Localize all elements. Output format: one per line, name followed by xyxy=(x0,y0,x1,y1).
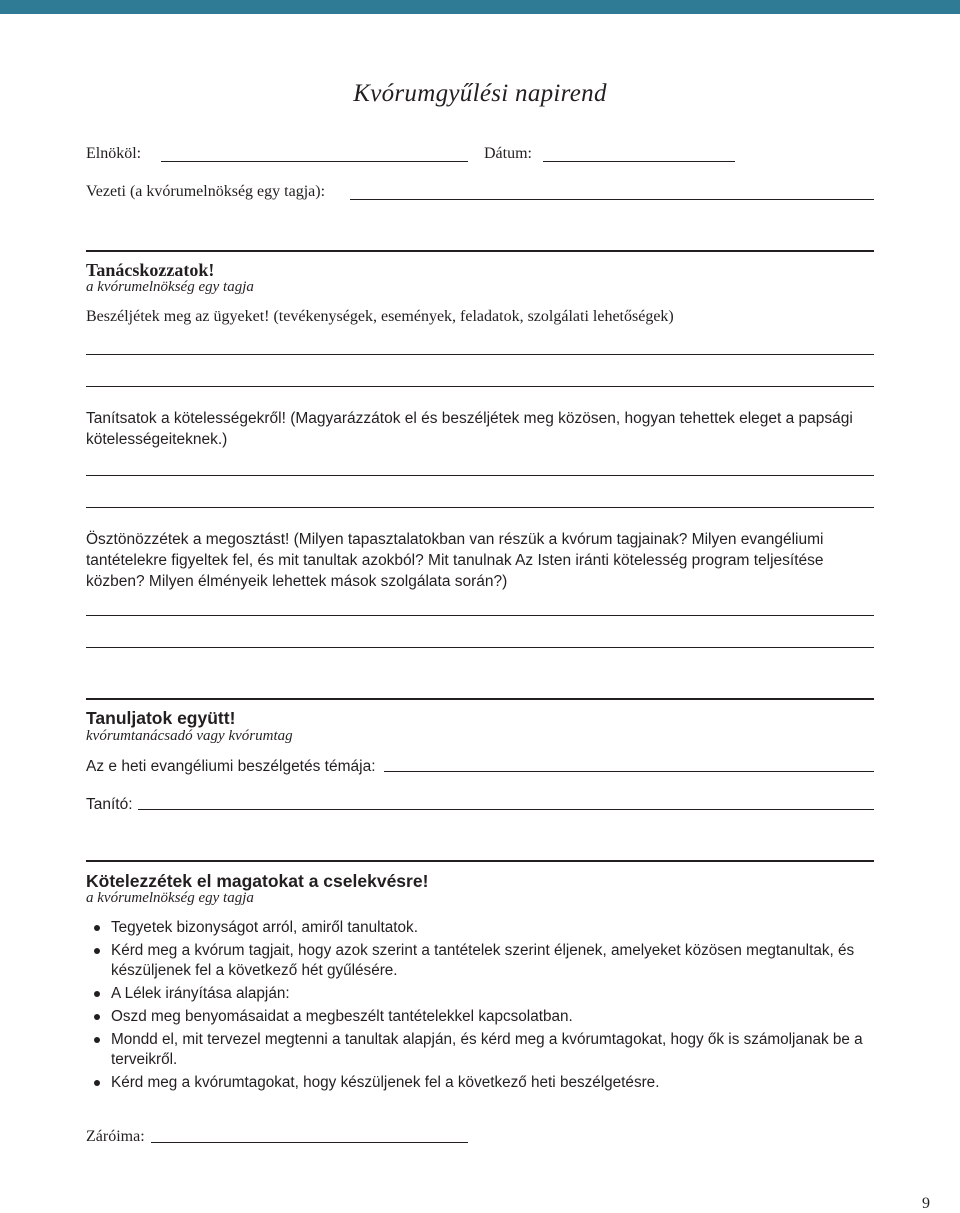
bullet-icon xyxy=(94,925,100,931)
action-bullet-list xyxy=(86,918,876,1096)
bullet-icon xyxy=(94,948,100,954)
bullet-icon xyxy=(94,1037,100,1043)
answer-line-3[interactable] xyxy=(86,475,874,476)
page-number: 9 xyxy=(922,1195,930,1212)
list-item: Tegyetek bizonyságot arról, amiről tanultatok. xyxy=(86,918,876,938)
answer-line-6[interactable] xyxy=(86,647,874,648)
section-title-tanuljatok: Tanuljatok együtt! xyxy=(86,708,236,728)
section-divider-2 xyxy=(86,698,874,700)
datum-field[interactable] xyxy=(543,161,735,162)
topic-field[interactable] xyxy=(384,771,874,772)
prompt-ugyek: Beszéljétek meg az ügyeket! (tevékenységek, események, feladatok, szolgálati lehetőségek) xyxy=(86,308,674,325)
bullet-icon xyxy=(94,1080,100,1086)
vezeti-field[interactable] xyxy=(350,199,874,200)
bullet-icon xyxy=(94,991,100,997)
elnokol-label: Elnököl: xyxy=(86,145,142,162)
page-title: Kvórumgyűlési napirend xyxy=(353,80,607,107)
teacher-field[interactable] xyxy=(138,809,874,810)
vezeti-label: Vezeti (a kvórumelnökség egy tagja): xyxy=(86,183,326,200)
section-subtitle-1: a kvórumelnökség egy tagja xyxy=(86,279,254,295)
answer-line-4[interactable] xyxy=(86,507,874,508)
list-item: A Lélek irányítása alapján: xyxy=(86,984,876,1004)
list-item: Kérd meg a kvórum tagjait, hogy azok szerint a tantételek szerint éljenek, amelyeket közösen megtanultak, és készüljenek fel a következő hét gyűlésére. xyxy=(86,941,876,981)
section-title-tanacskozzatok: Tanácskozzatok! xyxy=(86,260,215,280)
section-subtitle-3: a kvórumelnökség egy tagja xyxy=(86,890,254,906)
datum-label: Dátum: xyxy=(484,145,532,162)
closing-prayer-field[interactable] xyxy=(151,1142,468,1143)
teacher-label: Tanító: xyxy=(86,796,133,813)
prompt-kotelessegek: Tanítsatok a kötelességekről! (Magyarázzátok el és beszéljétek meg közösen, hogyan tehettek eleget a papsági kötelességeiteknek.) xyxy=(86,410,853,448)
answer-line-1[interactable] xyxy=(86,354,874,355)
answer-line-5[interactable] xyxy=(86,615,874,616)
list-item: Mondd el, mit tervezel megtenni a tanultak alapján, és kérd meg a kvórumtagokat, hogy ők is számoljanak be a terveikről. xyxy=(86,1030,876,1070)
section-divider-3 xyxy=(86,860,874,862)
elnokol-field[interactable] xyxy=(161,161,468,162)
top-accent-bar xyxy=(0,0,960,14)
list-item: Kérd meg a kvórumtagokat, hogy készüljenek fel a következő heti beszélgetésre. xyxy=(86,1073,876,1093)
topic-label: Az e heti evangéliumi beszélgetés témája: xyxy=(86,758,376,775)
closing-prayer-label: Záróima: xyxy=(86,1128,145,1145)
section-subtitle-2: kvórumtanácsadó vagy kvórumtag xyxy=(86,728,293,744)
section-title-koteleztetek: Kötelezzétek el magatokat a cselekvésre! xyxy=(86,871,429,891)
list-item: Oszd meg benyomásaidat a megbeszélt tantételekkel kapcsolatban. xyxy=(86,1007,876,1027)
prompt-megosztas: Ösztönözzétek a megosztást! (Milyen tapasztalatokban van részük a kvórum tagjainak? Milyen evangéliumi tantételekre figyeltek fel, és mit tanultak azokból? Mit tanulnak Az Isten iránti kötelesség program teljesítése közben? Milyen élményeik lehettek mások szolgálata során?) xyxy=(86,531,824,590)
answer-line-2[interactable] xyxy=(86,386,874,387)
bullet-icon xyxy=(94,1014,100,1020)
section-divider-1 xyxy=(86,250,874,252)
